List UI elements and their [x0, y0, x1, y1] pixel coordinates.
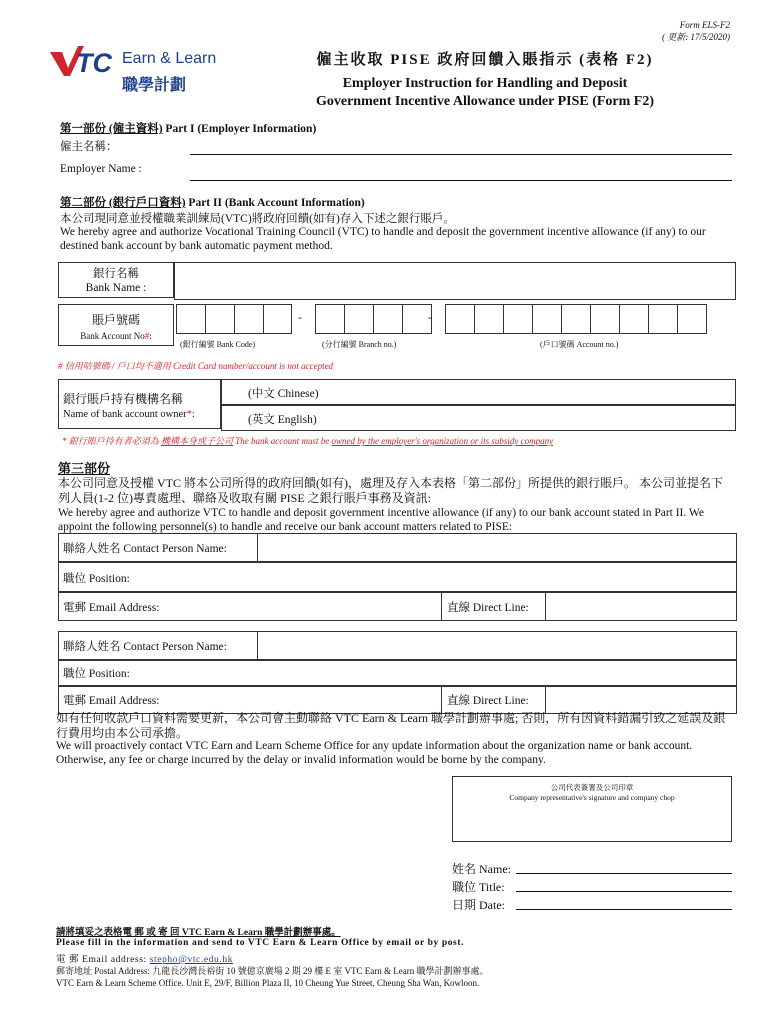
account-no-en: Bank Account No	[80, 331, 145, 341]
digit-box[interactable]	[373, 304, 403, 334]
footer-line1: 請將填妥之表格電 郵 或 寄 回 VTC Earn & Learn 職學計劃辦事處。	[56, 928, 341, 938]
form-revision-date: ( 更新: 17/5/2020)	[662, 32, 730, 42]
owner-en: Name of bank account owner	[63, 409, 187, 420]
part1-heading	[60, 120, 316, 136]
title-en-line2: Government Incentive Allowance under PISE (Form F2)	[315, 94, 655, 109]
contact1-name-label: 聯絡人姓名 Contact Person Name:	[63, 543, 227, 555]
owner-english-field[interactable]	[221, 404, 736, 431]
account-no-label: (戶口號碼 Account no.)	[540, 340, 619, 349]
divider	[257, 632, 258, 660]
owner-chinese-field[interactable]	[221, 379, 736, 406]
part1-heading-cn: 第一部份 (僱主資料)	[60, 123, 163, 135]
divider	[545, 686, 546, 713]
contact2-name-row[interactable]	[58, 631, 737, 661]
star-note-1: * 銀行賬戶持有者必須為	[62, 436, 162, 446]
star-note-2: 機構本身或子公司	[161, 436, 234, 446]
footer-address-cn: 郵寄地址 Postal Address: 九龍長沙灣長裕街 10 號億京廣場 2 期 29 樓 E 室 VTC Earn & Learn 職學計劃辦事處。	[56, 966, 489, 976]
contact2-position-row[interactable]	[58, 659, 737, 687]
part2-text-cn: 本公司現同意並授權職業訓練局(VTC)將政府回饋(如有)存入下述之銀行賬戶。	[60, 213, 455, 225]
sign-title-label: 職位 Title:	[452, 880, 505, 894]
bank-name-en: Bank Name :	[85, 282, 147, 294]
divider	[257, 534, 258, 562]
part3-heading: 第三部份	[58, 461, 111, 476]
part3-text-en: We hereby agree and authorize VTC to handle and deposit government incentive allowance (if any) to our bank account stated in Part II. We appoint the following personnel(s) to handle and receive our bank account matters related to PISE:	[58, 507, 704, 533]
contact1-position-label: 職位 Position:	[63, 573, 130, 585]
sign-name-field[interactable]	[516, 873, 732, 874]
digit-box[interactable]	[445, 304, 475, 334]
digit-box[interactable]	[503, 304, 533, 334]
star-note	[62, 434, 553, 447]
digit-box[interactable]	[648, 304, 678, 334]
signature-label-cn: 公司代表簽署及公司印章	[550, 783, 634, 792]
digit-box[interactable]	[561, 304, 591, 334]
contact2-position-label: 職位 Position:	[63, 668, 130, 680]
svg-text:TC: TC	[76, 48, 112, 78]
contact1-email-row[interactable]	[58, 591, 737, 621]
owner-english-label: (英文 English)	[248, 414, 317, 426]
digit-box[interactable]	[234, 304, 264, 334]
contact2-email-label: 電郵 Email Address:	[63, 695, 160, 707]
owner-mark: *	[186, 409, 192, 420]
part2-text-en: We hereby agree and authorize Vocational Training Council (VTC) to handle and deposit the government incentive allowance (if any) to our destined bank account by bank automatic payment method.	[60, 226, 706, 252]
bank-code-label: (銀行編號 Bank Code)	[180, 340, 256, 349]
digit-box[interactable]	[474, 304, 504, 334]
vtc-logo	[48, 40, 238, 100]
digit-box[interactable]	[344, 304, 374, 334]
digit-box[interactable]	[263, 304, 292, 334]
footer-address-en: VTC Earn & Learn Scheme Office. Unit E, 29/F, Billion Plaza II, 10 Cheung Yue Street, Cheung Sha Wan, Kowloon.	[56, 978, 480, 988]
dash-1: -	[298, 312, 302, 324]
contact1-position-row[interactable]	[58, 561, 737, 593]
contact1-direct-line-label: 直線 Direct Line:	[447, 602, 529, 614]
notice-en: We will proactively contact VTC Earn and Learn Scheme Office for any update information about the organization name or bank account. Otherwise, any fee or charge incurred by the delay or invalid information would be borne by the company.	[56, 740, 693, 766]
star-note-4: owned by the employer's organization or its subsidy company	[331, 436, 554, 446]
account-no-en-wrap: Bank Account No#:	[80, 331, 152, 341]
form-code: Form ELS-F2	[679, 20, 730, 30]
owner-en-wrap: Name of bank account owner*:	[63, 409, 195, 420]
notice-cn: 如有任何收款戶口資料需要更新，本公司會主動聯絡 VTC Earn & Learn 職學計劃辦事處; 否則，所有因資料錯漏引致之延誤及銀行費用均由本公司承擔。	[56, 711, 726, 740]
brand-en: Earn & Learn	[122, 50, 217, 67]
part2-heading	[60, 194, 365, 210]
footer-email-link[interactable]: stepho@vtc.edu.hk	[149, 955, 234, 965]
divider	[545, 592, 546, 620]
owner-label-cell	[58, 379, 221, 429]
employer-name-cn-label: 僱主名稱：	[60, 141, 118, 153]
bank-name-cn: 銀行名稱	[93, 268, 139, 280]
part1-heading-en: Part I (Employer Information)	[162, 123, 317, 135]
bank-name-label-cell	[58, 262, 174, 298]
contact1-name-row[interactable]	[58, 533, 737, 563]
account-number-label-cell	[58, 304, 174, 346]
part3-text-cn: 本公司同意及授權 VTC 將本公司所得的政府回饋(如有)，處理及存入本表格「第二部份」所提供的銀行賬戶。 本公司並提名下列人員(1-2 位)專責處理、聯絡及收取有關 PISE 之銀行賬戶事務及資訊:	[58, 476, 723, 505]
vtc-logo-mark	[48, 42, 118, 78]
part2-heading-cn: 第二部份 (銀行戶口資料)	[60, 197, 186, 209]
employer-name-en-field[interactable]	[190, 180, 732, 181]
signature-chop-box[interactable]	[452, 776, 732, 842]
digit-box[interactable]	[677, 304, 707, 334]
brand-cn: 職學計劃	[122, 75, 187, 94]
bank-code-boxes[interactable]	[177, 304, 292, 334]
star-note-3: The bank account must be	[233, 436, 332, 446]
footer-email-label: 電 郵 Email address:	[56, 955, 150, 965]
employer-name-en-label: Employer Name :	[60, 163, 142, 175]
contact2-direct-line-label: 直線 Direct Line:	[447, 695, 529, 707]
divider	[441, 592, 442, 620]
owner-cn: 銀行賬戶持有機構名稱	[63, 392, 184, 406]
sign-title-field[interactable]	[516, 891, 732, 892]
hash-note: # 信用咭號碼 / 戶口均不適用 Credit Card number/account is not accepted	[58, 361, 334, 371]
digit-box[interactable]	[176, 304, 206, 334]
sign-date-field[interactable]	[516, 909, 732, 910]
account-no-mark: #	[144, 331, 150, 341]
title-cn: 僱主收取 PISE 政府回饋入賬指示 (表格 F2)	[316, 52, 654, 68]
contact2-email-row[interactable]	[58, 685, 737, 714]
employer-name-cn-field[interactable]	[190, 154, 732, 155]
branch-no-boxes[interactable]	[316, 304, 432, 337]
form-title	[250, 48, 720, 111]
branch-no-label: (分行編號 Branch no.)	[322, 340, 397, 349]
digit-box[interactable]	[315, 304, 345, 334]
owner-chinese-label: (中文 Chinese)	[248, 388, 319, 400]
account-no-boxes[interactable]	[446, 304, 707, 337]
divider	[441, 686, 442, 713]
bank-name-field[interactable]	[174, 262, 736, 300]
footer-email-row	[56, 951, 233, 965]
sign-name-label: 姓名 Name:	[452, 862, 511, 876]
contact1-email-label: 電郵 Email Address:	[63, 602, 160, 614]
digit-box[interactable]	[532, 304, 562, 334]
title-en-line1: Employer Instruction for Handling and Deposit	[342, 76, 628, 91]
sign-date-label: 日期 Date:	[452, 898, 505, 912]
form-reference	[662, 20, 730, 43]
part2-heading-en: Part II (Bank Account Information)	[185, 197, 365, 209]
digit-box[interactable]	[590, 304, 620, 334]
signature-label-en: Company representative's signature and company chop	[509, 793, 675, 802]
footer-line2: Please fill in the information and send to VTC Earn & Learn Office by email or by post.	[56, 938, 465, 948]
digit-box[interactable]	[205, 304, 235, 334]
dash-2: -	[428, 312, 432, 324]
contact2-name-label: 聯絡人姓名 Contact Person Name:	[63, 641, 227, 653]
account-no-cn: 賬戶號碼	[91, 313, 140, 327]
digit-box[interactable]	[619, 304, 649, 334]
